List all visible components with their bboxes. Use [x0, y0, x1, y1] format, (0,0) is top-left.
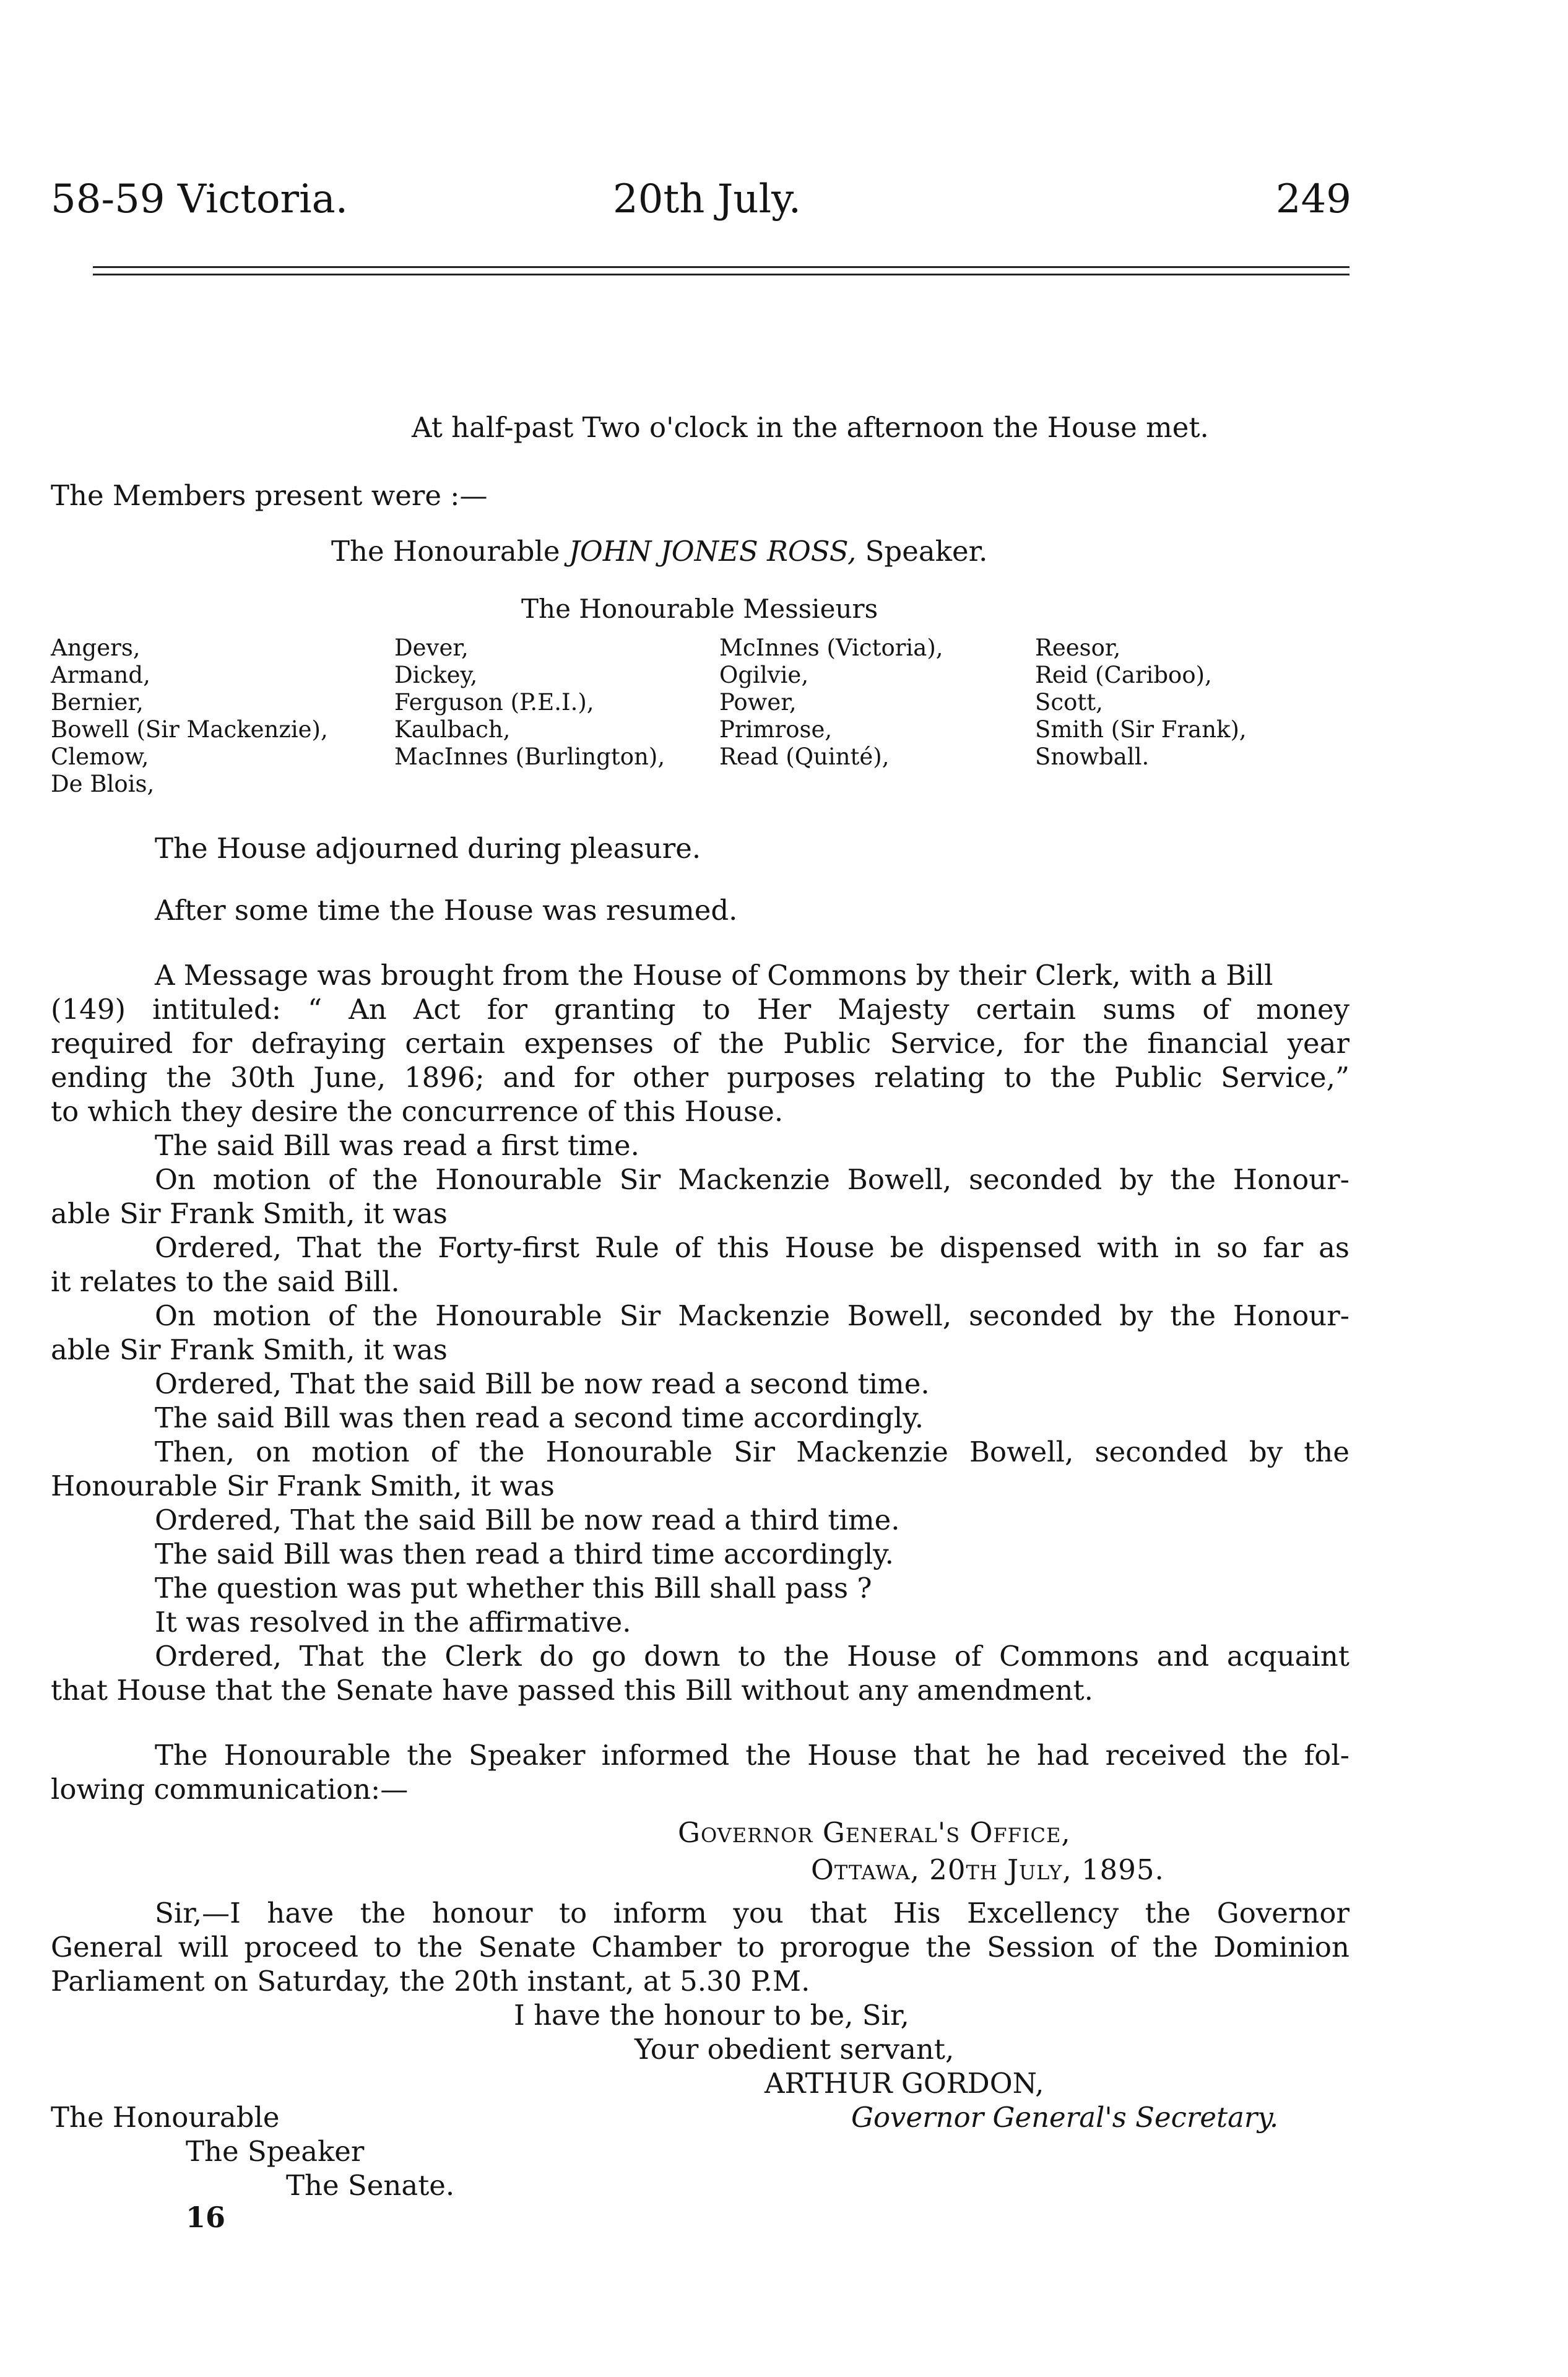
- member: Scott,: [1035, 689, 1103, 716]
- member: Ogilvie,: [719, 662, 809, 688]
- motion-3-line-1: Then, on motion of the Honourable Sir Mackenzie Bowell, seconded by the: [155, 1435, 1349, 1468]
- member: Dickey,: [394, 662, 478, 688]
- office-heading: Governor General's Office,: [678, 1816, 1071, 1849]
- meeting-line: At half-past Two o'clock in the afternoon the House met.: [412, 411, 1209, 444]
- first-reading-line: The said Bill was read a first time.: [155, 1129, 639, 1162]
- member: Bernier,: [51, 689, 144, 716]
- motion-1-line-2: able Sir Frank Smith, it was: [51, 1197, 448, 1230]
- message-line-1: A Message was brought from the House of Commons by their Clerk, with a Bill: [155, 959, 1273, 992]
- question-line: The question was put whether this Bill shall pass ?: [155, 1572, 872, 1604]
- third-reading-line: The said Bill was then read a third time accordingly.: [155, 1538, 894, 1570]
- speaker-prefix: The Honourable: [331, 535, 560, 568]
- message-line-5: to which they desire the concurrence of this House.: [51, 1095, 784, 1128]
- communication-intro-line-2: lowing communication:—: [51, 1773, 409, 1806]
- place-date-line: [811, 1854, 1164, 1886]
- member: De Blois,: [51, 771, 155, 797]
- members-present-line: The Members present were :—: [51, 479, 488, 512]
- second-reading-line: The said Bill was then read a second time accordingly.: [155, 1401, 924, 1434]
- member: Angers,: [51, 634, 141, 661]
- message-line-3: required for defraying certain expenses of the Public Service, for the financial year: [51, 1027, 1349, 1060]
- members-column-2: [394, 634, 665, 771]
- members-column-4: [1035, 634, 1247, 771]
- ordered-1-line-2: it relates to the said Bill.: [51, 1265, 400, 1298]
- header-date: 20th July.: [613, 176, 802, 222]
- motion-1-line-1: On motion of the Honourable Sir Mackenzie Bowell, seconded by the Honour-: [155, 1163, 1349, 1196]
- letter-line-3: Parliament on Saturday, the 20th instant, at 5.30 P.M.: [51, 1965, 810, 1998]
- member: McInnes (Victoria),: [719, 634, 943, 661]
- speaker-line: [331, 535, 987, 568]
- letter-line-1: Sir,—I have the honour to inform you that His Excellency the Governor: [155, 1897, 1349, 1929]
- ordered-4-line-2: that House that the Senate have passed this Bill without any amendment.: [51, 1674, 1093, 1707]
- member: Read (Quinté),: [719, 743, 890, 770]
- member: Bowell (Sir Mackenzie),: [51, 716, 328, 743]
- motion-3-line-2: Honourable Sir Frank Smith, it was: [51, 1470, 555, 1502]
- header-rule-top: [93, 266, 1349, 268]
- speaker-suffix: Speaker.: [865, 535, 988, 568]
- member: Primrose,: [719, 716, 833, 743]
- addressee-line-1: The Honourable: [51, 2101, 280, 2134]
- addressee-line-2: The Speaker: [186, 2135, 365, 2168]
- ordered-1-line-1: Ordered, That the Forty-first Rule of this House be dispensed with in so far as: [155, 1231, 1349, 1264]
- member: Dever,: [394, 634, 469, 661]
- speaker-name: JOHN JONES ROSS,: [568, 535, 857, 568]
- messieurs-heading: The Honourable Messieurs: [521, 594, 878, 624]
- closing-line-1: I have the honour to be, Sir,: [514, 1999, 909, 2032]
- member: Armand,: [51, 662, 150, 688]
- signature-name: ARTHUR GORDON,: [765, 2067, 1044, 2100]
- message-line-2: (149) intituled: “ An Act for granting to Her Majesty certain sums of money: [51, 993, 1349, 1026]
- motion-2-line-1: On motion of the Honourable Sir Mackenzie Bowell, seconded by the Honour-: [155, 1299, 1349, 1332]
- members-column-3: [719, 634, 943, 771]
- header-session: 58-59 Victoria.: [51, 176, 349, 222]
- member: Clemow,: [51, 743, 149, 770]
- member: Kaulbach,: [394, 716, 511, 743]
- addressee-line-3: The Senate.: [286, 2169, 455, 2202]
- member: MacInnes (Burlington),: [394, 743, 665, 770]
- place-date: Ottawa, 20th July, 1895.: [811, 1853, 1164, 1886]
- resumed-line: After some time the House was resumed.: [155, 894, 738, 927]
- member: Reesor,: [1035, 634, 1121, 661]
- signature-mark: 16: [186, 2201, 226, 2234]
- message-line-4: ending the 30th June, 1896; and for other purposes relating to the Public Service,”: [51, 1061, 1349, 1094]
- member: Snowball.: [1035, 743, 1150, 770]
- ordered-4-line-1: Ordered, That the Clerk do go down to the House of Commons and acquaint: [155, 1640, 1349, 1673]
- communication-intro-line-1: The Honourable the Speaker informed the House that he had received the fol-: [155, 1739, 1349, 1772]
- signature-title: Governor General's Secretary.: [851, 2101, 1279, 2134]
- member: Smith (Sir Frank),: [1035, 716, 1247, 743]
- adjourned-line: The House adjourned during pleasure.: [155, 832, 701, 865]
- closing-line-2: Your obedient servant,: [635, 2033, 955, 2066]
- members-list: [51, 634, 1351, 845]
- member: Reid (Cariboo),: [1035, 662, 1212, 688]
- letter-line-2: General will proceed to the Senate Chamber to prorogue the Session of the Dominion: [51, 1931, 1349, 1964]
- ordered-3-line: Ordered, That the said Bill be now read a third time.: [155, 1504, 900, 1536]
- member: Ferguson (P.E.I.),: [394, 689, 594, 716]
- header-page-number: 249: [1275, 176, 1351, 222]
- ordered-2-line: Ordered, That the said Bill be now read a second time.: [155, 1367, 930, 1400]
- members-column-1: [51, 634, 328, 798]
- motion-2-line-2: able Sir Frank Smith, it was: [51, 1333, 448, 1366]
- header-rule-bottom: [93, 274, 1349, 275]
- member: Power,: [719, 689, 797, 716]
- resolved-line: It was resolved in the affirmative.: [155, 1606, 631, 1639]
